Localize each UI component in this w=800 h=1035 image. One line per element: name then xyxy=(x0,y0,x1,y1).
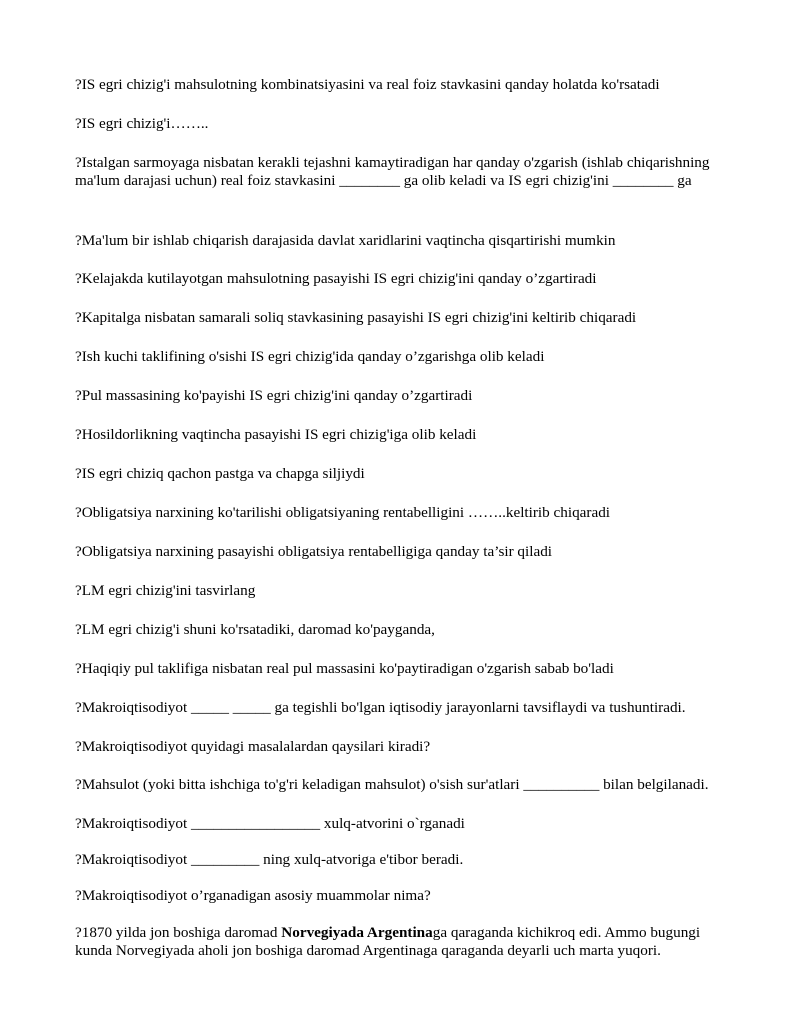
question-6: ?Kapitalga nisbatan samarali soliq stavkasining pasayishi IS egri chizig'ini keltirib chiqaradi xyxy=(75,309,637,326)
question-14: ?LM egri chizig'i shuni ko'rsatadiki, daromad ko'payganda, xyxy=(75,621,435,638)
question-18: ?Mahsulot (yoki bitta ishchiga to'g'ri keladigan mahsulot) o'sish sur'atlari __________ bilan belgilanadi. xyxy=(75,776,709,793)
question-9: ?Hosildorlikning vaqtincha pasayishi IS egri chizig'iga olib keladi xyxy=(75,426,477,443)
question-10: ?IS egri chiziq qachon pastga va chapga siljiydi xyxy=(75,465,365,482)
question-16: ?Makroiqtisodiyot _____ _____ ga tegishli bo'lgan iqtisodiy jarayonlarni tavsiflaydi va tushuntiradi. xyxy=(75,699,686,716)
question-19: ?Makroiqtisodiyot _________________ xulq-atvorini o`rganadi xyxy=(75,815,465,832)
question-7: ?Ish kuchi taklifining o'sishi IS egri chizig'ida qanday o’zgarishga olib keladi xyxy=(75,348,545,365)
question-13: ?LM egri chizig'ini tasvirlang xyxy=(75,582,256,599)
question-11: ?Obligatsiya narxining ko'tarilishi obligatsiyaning rentabelligini ……..keltirib chiqaradi xyxy=(75,504,611,521)
question-22-prefix: ?1870 yilda jon boshiga daromad xyxy=(75,924,282,941)
question-21: ?Makroiqtisodiyot o’rganadigan asosiy muammolar nima? xyxy=(75,887,431,904)
question-3: ?Istalgan sarmoyaga nisbatan kerakli tejashni kamaytiradigan har qanday o'zgarish (ishlab chiqarishning ma'lum darajasi uchun) real foiz stavkasini ________ ga olib keladi va IS egri chizig'ini ________ ga xyxy=(75,154,710,189)
question-12: ?Obligatsiya narxining pasayishi obligatsiya rentabelligiga qanday ta’sir qiladi xyxy=(75,543,553,560)
question-15: ?Haqiqiy pul taklifiga nisbatan real pul massasini ko'paytiradigan o'zgarish sabab bo'ladi xyxy=(75,660,614,677)
question-20: ?Makroiqtisodiyot _________ ning xulq-atvoriga e'tibor beradi. xyxy=(75,851,464,868)
question-8: ?Pul massasining ko'payishi IS egri chizig'ini qanday o’zgartiradi xyxy=(75,387,473,404)
question-1: ?IS egri chizig'i mahsulotning kombinatsiyasini va real foiz stavkasini qanday holatda ko'rsatadi xyxy=(75,76,660,93)
question-4: ?Ma'lum bir ishlab chiqarish darajasida davlat xaridlarini vaqtincha qisqartirishi mumkin xyxy=(75,232,616,249)
question-22-suffix: ga qaraganda kichikroq edi. Ammo bugungi kunda Norvegiyada aholi jon boshiga daromad Argentinaga qaraganda deyarli uch marta yuqori. xyxy=(75,924,701,959)
question-22 xyxy=(75,924,735,960)
question-2: ?IS egri chizig'i…….. xyxy=(75,115,209,132)
question-22-bold-text: Norvegiyada Argentina xyxy=(281,924,433,941)
question-17: ?Makroiqtisodiyot quyidagi masalalardan qaysilari kiradi? xyxy=(75,738,431,755)
question-5: ?Kelajakda kutilayotgan mahsulotning pasayishi IS egri chizig'ini qanday o’zgartiradi xyxy=(75,270,597,287)
